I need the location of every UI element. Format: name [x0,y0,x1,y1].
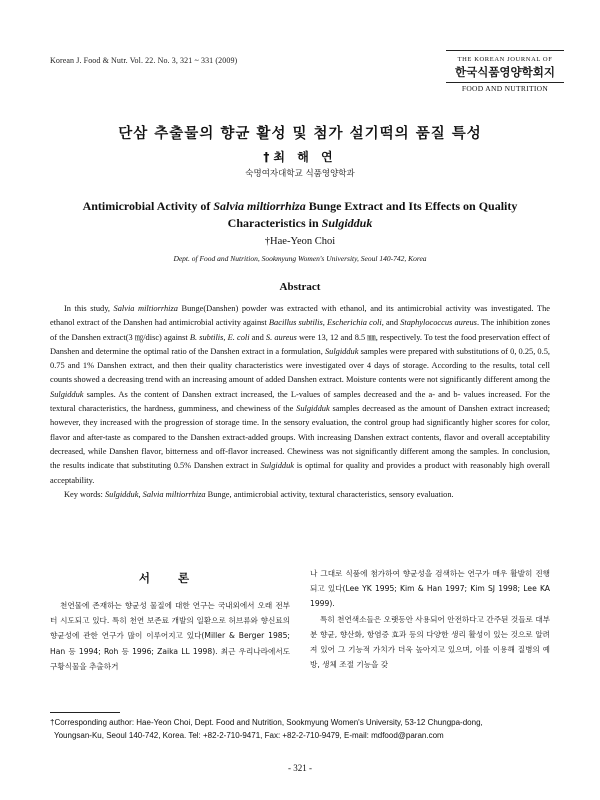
abstract-text: is optimal for quality and provides a product with reasonably high overall acceptability. [50,461,550,485]
korean-title: 단삼 추출물의 향균 활성 및 첨가 설기떡의 품질 특성 [118,126,482,142]
abstract-italic: Salvia miltiorrhiza [113,304,178,313]
abstract-italic: Sulgidduk [296,404,330,414]
abstract-text: were 13, 12 and 8.5 ㎜, respectively. To test the food preservation effect of Danshen and determine the optimal ratio of the Danshen extract in a formulation, [50,332,550,356]
intro-heading: 서 론 [138,571,202,585]
abstract-italic: Escherichia coli [326,318,382,328]
footnote-line: †Corresponding author: Hae-Yeon Choi, Dept. Food and Nutrition, Sookmyung Women's University, 53-12 Chungpa-dong, [50,718,483,727]
abstract-italic: E. coli [227,332,250,342]
masthead-rule [446,50,564,51]
intro-paragraph: 나 그대로 식품에 첨가하여 향균성을 검색하는 연구가 매우 활발히 진행되고 있다(Lee YK 1995; Kim & Han 1997; Kim SJ 1998; Lee KA 1999). [310,569,550,609]
key-word-text: , [138,489,143,499]
abstract-italic: Sulgidduk [50,389,84,399]
abstract-text: , [223,332,228,342]
abstract-italic: S. aureus [265,332,297,342]
abstract-text: samples. As the content of Danshen extract increased, the L-values of samples decreased and the a- and b- values increased. For the textural characteristics, the hardness, gumminess, and chewiness of the [50,389,550,414]
abstract-text: In this study, [64,304,114,313]
intro-left-column [50,568,290,674]
key-words-label: Key words: [64,489,105,499]
title-species: Salvia miltiorrhiza [213,199,306,213]
abstract-italic: Sulgidduk [260,461,294,471]
key-words [50,488,550,502]
journal-masthead [446,50,564,93]
korean-affiliation: 숙명여자대학교 식품영양학과 [245,169,355,179]
title-product: Sulgidduk [321,216,373,230]
abstract-italic: B. subtilis [189,332,224,342]
key-word-text: Bunge, antimicrobial activity, textural characteristics, sensory evaluation. [205,489,454,499]
abstract-paragraph [50,302,550,488]
abstract-italic: Staphylococcus aureus [400,318,477,328]
abstract-text: Bunge(Danshen) powder was extracted with ethanol, and its antimicrobial activity was investigated. The ethanol extract of the Danshen had antimicrobial activity against [50,304,550,328]
footnote-line: Youngsan-Ku, Seoul 140-742, Korea. Tel: +82-2-710-9471, Fax: +82-2-710-9479, E-mail: mdfood@paran.com [54,731,444,740]
intro-right-column [310,566,550,672]
intro-right-text [310,566,550,672]
english-author: †Hae-Yeon Choi [264,236,336,247]
journal-citation: Korean J. Food & Nutr. Vol. 22. No. 3, 321 ~ 331 (2009) [50,56,238,65]
title-part: Bunge Extract and Its Effects on Quality Characteristics in [227,199,518,230]
abstract-text: samples were prepared with substitutions of 0, 0.25, 0.5, 0.75 and 1% Danshen extract, and then their quality characteristics were investigated over 4 days of storage. According to the results, total cell counts showed a decreasing trend with an increasing amount of added Danshen extract. Moisture contents were not significantly different among the [50,346,550,385]
korean-author: †최 해 연 [263,150,337,164]
abstract-italic: Bacillus subtilis [268,318,323,328]
title-part: Antimicrobial Activity of [82,199,214,213]
key-word-italic: Salvia miltiorrhiza [142,489,206,499]
abstract-text: samples decreased as the amount of Danshen extract increased; however, they increased with the progression of storage time. In the sensory evaluation, the control group had significantly higher scores for color, flavor and after-taste as compared to the Danshen extract-added groups. With increasing Danshen extract contents, flavor and overall acceptability decreased, while Danshen flavor, bitterness and off-flavor increased. Chewiness was not significantly different among the samples. In conclusion, the results indicate that substituting 0.5% Danshen extract in [50,404,550,471]
abstract-text: , and [381,318,401,328]
abstract-text: and [249,332,266,342]
intro-paragraph: 특히 천연색소들은 오랫동안 사용되어 안전하다고 간주된 것들로 대부분 향균, 향산화, 항염증 효과 등의 다양한 생리 활성이 있는 것으로 알려져 있어 그 기능적 가치가 더욱 높아지고 있으며, 이를 이용해 질병의 예방, 생체 조절 기능을 갖 [310,614,550,670]
page-number: - 321 - [288,763,312,773]
abstract-text: , [322,318,327,328]
english-affiliation: Dept. of Food and Nutrition, Sookmyung Women's University, Seoul 140-742, Korea [173,254,427,263]
abstract-text: . The inhibition zones of the Danshen extract(3 ㎎/disc) against [50,318,551,342]
abstract-italic: Sulgidduk [324,346,359,356]
footnote-rule [50,712,120,713]
english-title [70,198,530,232]
masthead-top-line: THE KOREAN JOURNAL OF [457,56,553,63]
abstract-heading: Abstract [279,281,321,293]
key-word-italic: Sulgidduk [104,489,139,499]
abstract-body [50,302,550,502]
masthead-english-name: FOOD AND NUTRITION [446,82,564,93]
intro-left-text [50,598,290,674]
intro-paragraph: 천연물에 존재하는 향균성 물질에 대한 연구는 국내외에서 오래 전부터 시도되고 있다. 특히 천연 보존료 개발의 일환으로 허브류와 향신료의 향균성에 관한 연구가 많이 이루어지고 있다(Miller & Berger 1985; Han 등 1994; Roh 등 1996; Zaika LL 1998). 최근 우리나라에서도 구황식물을 추출하거 [50,601,290,671]
masthead-korean-name: 한국식품영양학회지 [455,65,555,79]
corresponding-author-footnote [50,716,550,742]
